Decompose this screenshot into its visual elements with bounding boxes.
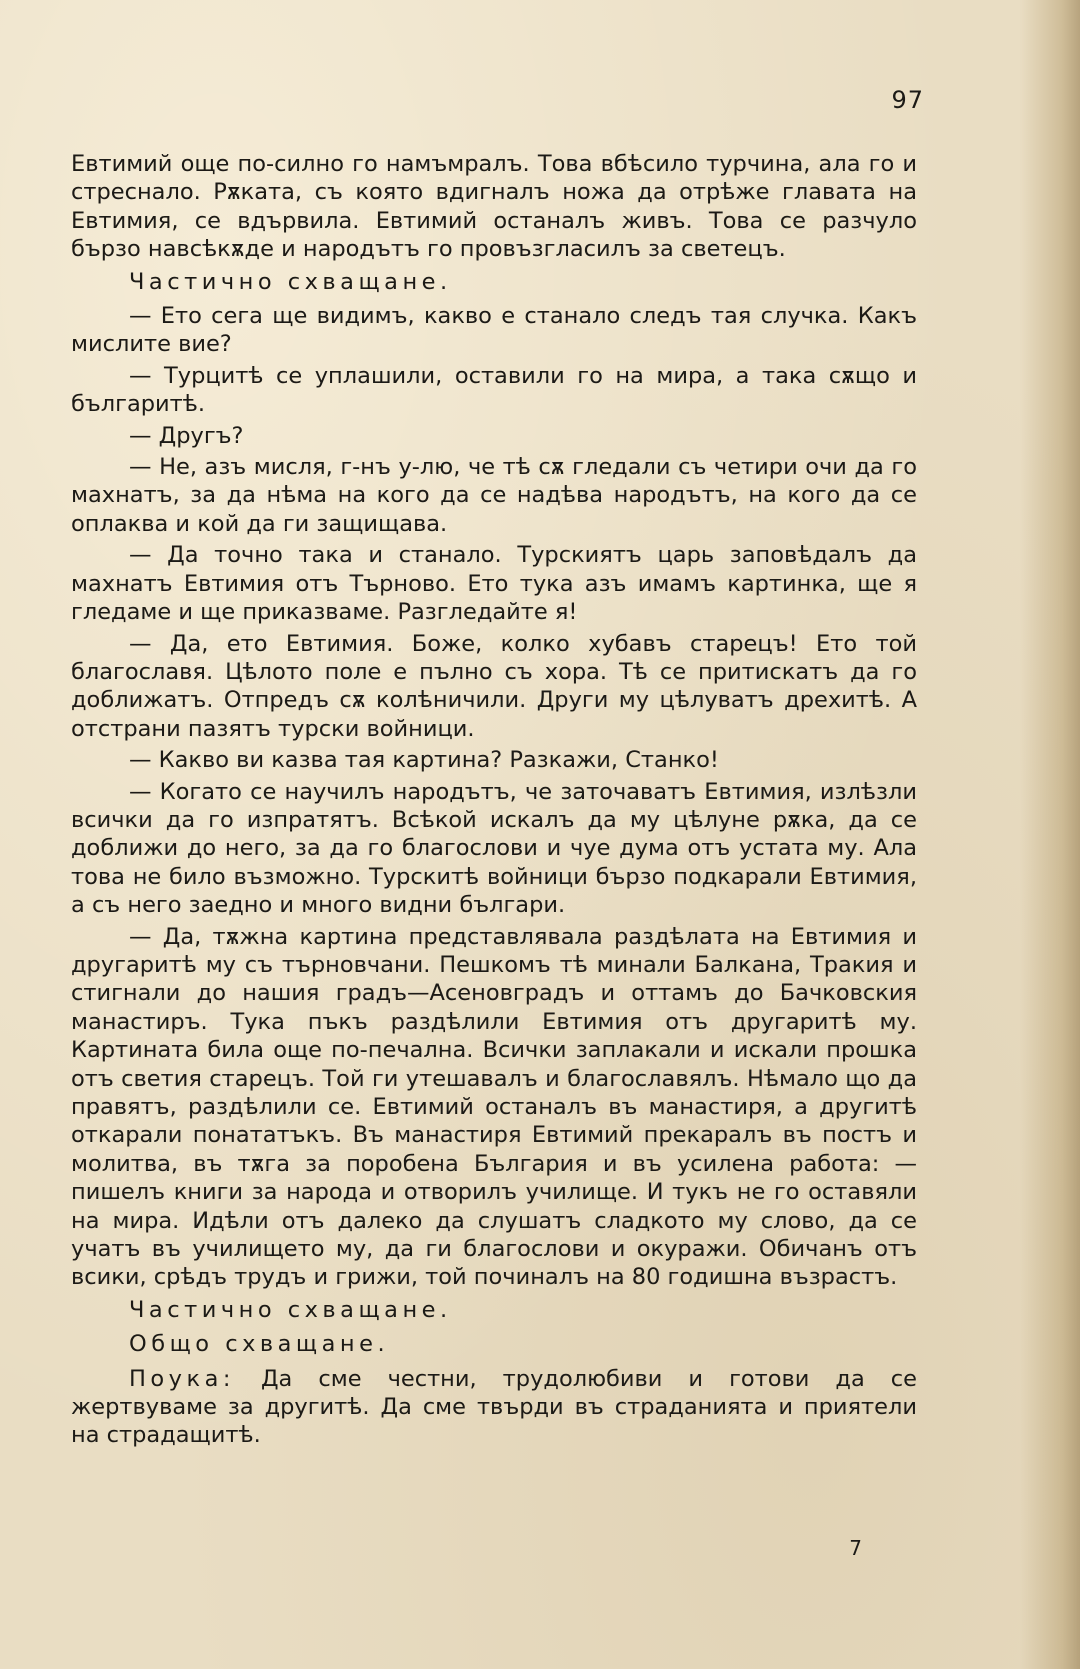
page-body-text xyxy=(71,150,917,1453)
dialogue-paragraph: — Да, ето Евтимия. Боже, колко хубавъ старецъ! Ето той благославя. Цѣлото поле е пълно съ хора. Тѣ се притискатъ да го доближатъ. Отпредъ сѫ колѣничили. Други му цѣлуватъ дрехитѣ. А отстрани пазятъ турски войници. xyxy=(71,630,917,742)
lesson-label: Поука: xyxy=(129,1365,235,1392)
lesson-text: Да сме честни, трудолюбиви и готови да се жертвуваме за другитѣ. Да сме твърди въ страданията и приятели на страдащитѣ. xyxy=(71,1365,917,1449)
paragraph: Евтимий още по-силно го намъмралъ. Това вбѣсило турчина, ала го и стреснало. Рѫката, съ която вдигналъ ножа да отрѣже главата на Евтимия, се вдървила. Евтимий останалъ живъ. Това се разчуло бързо навсѣкѫде и народътъ го провъзгласилъ за светецъ. xyxy=(71,151,917,263)
dialogue-paragraph: — Когато се научилъ народътъ, че заточаватъ Евтимия, излѣзли всички да го изпратятъ. Всѣкой искалъ да му цѣлуне рѫка, да се доближи до него, за да го благослови и чуе дума отъ устата му. Ала това не било възможно. Турскитѣ войници бързо подкарали Евтимия, а съ него заедно и много видни българи. xyxy=(71,778,917,919)
lesson-paragraph xyxy=(71,1365,917,1450)
section-heading: Общо схващане. xyxy=(129,1331,390,1358)
section-heading: Частично схващане. xyxy=(129,268,452,295)
dialogue-paragraph: — Другъ? xyxy=(129,422,244,449)
page-edge-shadow xyxy=(1020,0,1080,1669)
dialogue-paragraph: — Ето сега ще видимъ, какво е станало следъ тая случка. Какъ мислите вие? xyxy=(71,303,917,358)
dialogue-paragraph: — Турцитѣ се уплашили, оставили го на мира, а така сѫщо и българитѣ. xyxy=(71,362,917,418)
dialogue-paragraph: — Да точно така и станало. Турскиятъ царь заповѣдалъ да махнатъ Евтимия отъ Търново. Ето тука азъ имамъ картинка, ще я гледаме и ще приказваме. Разгледайте я! xyxy=(71,542,917,626)
dialogue-paragraph: — Какво ви казва тая картина? Разкажи, Станко! xyxy=(129,747,719,774)
printer-signature-mark: 7 xyxy=(849,1536,862,1560)
dialogue-paragraph: — Да, тѫжна картина представлявала раздѣлата на Евтимия и другаритѣ му съ търновчани. Пешкомъ тѣ минали Балкана, Тракия и стигнали до нашия градъ—Асеновградъ и оттамъ до Бачковския манастиръ. Тука пъкъ раздѣлили Евтимия отъ другаритѣ му. Картината била още по-печална. Всички заплакали и искали прошка отъ светия старецъ. Той ги утешавалъ и благославялъ. Нѣмало що да правятъ, раздѣлили се. Евтимий останалъ въ манастиря, а другитѣ откарали понататъкъ. Въ манастиря Евтимий прекаралъ въ постъ и молитва, въ тѫга за поробена България и въ усилена работа: — пишелъ книги за народа и отворилъ училище. И тукъ не го оставяли на мира. Идѣли отъ далеко да слушатъ сладкото му слово, да се учатъ въ училището му, да ги благослови и окуражи. Обичанъ отъ всики, срѣдъ трудъ и грижи, той починалъ на 80 годишна възрастъ. xyxy=(71,923,917,1291)
section-heading: Частично схващане. xyxy=(129,1296,452,1323)
page-number: 97 xyxy=(891,86,924,114)
dialogue-paragraph: — Не, азъ мисля, г-нъ у-лю, че тѣ сѫ гледали съ четири очи да го махнатъ, за да нѣма на кого да се надѣва народътъ, на кого да се оплаква и кой да ги защищава. xyxy=(71,454,917,537)
